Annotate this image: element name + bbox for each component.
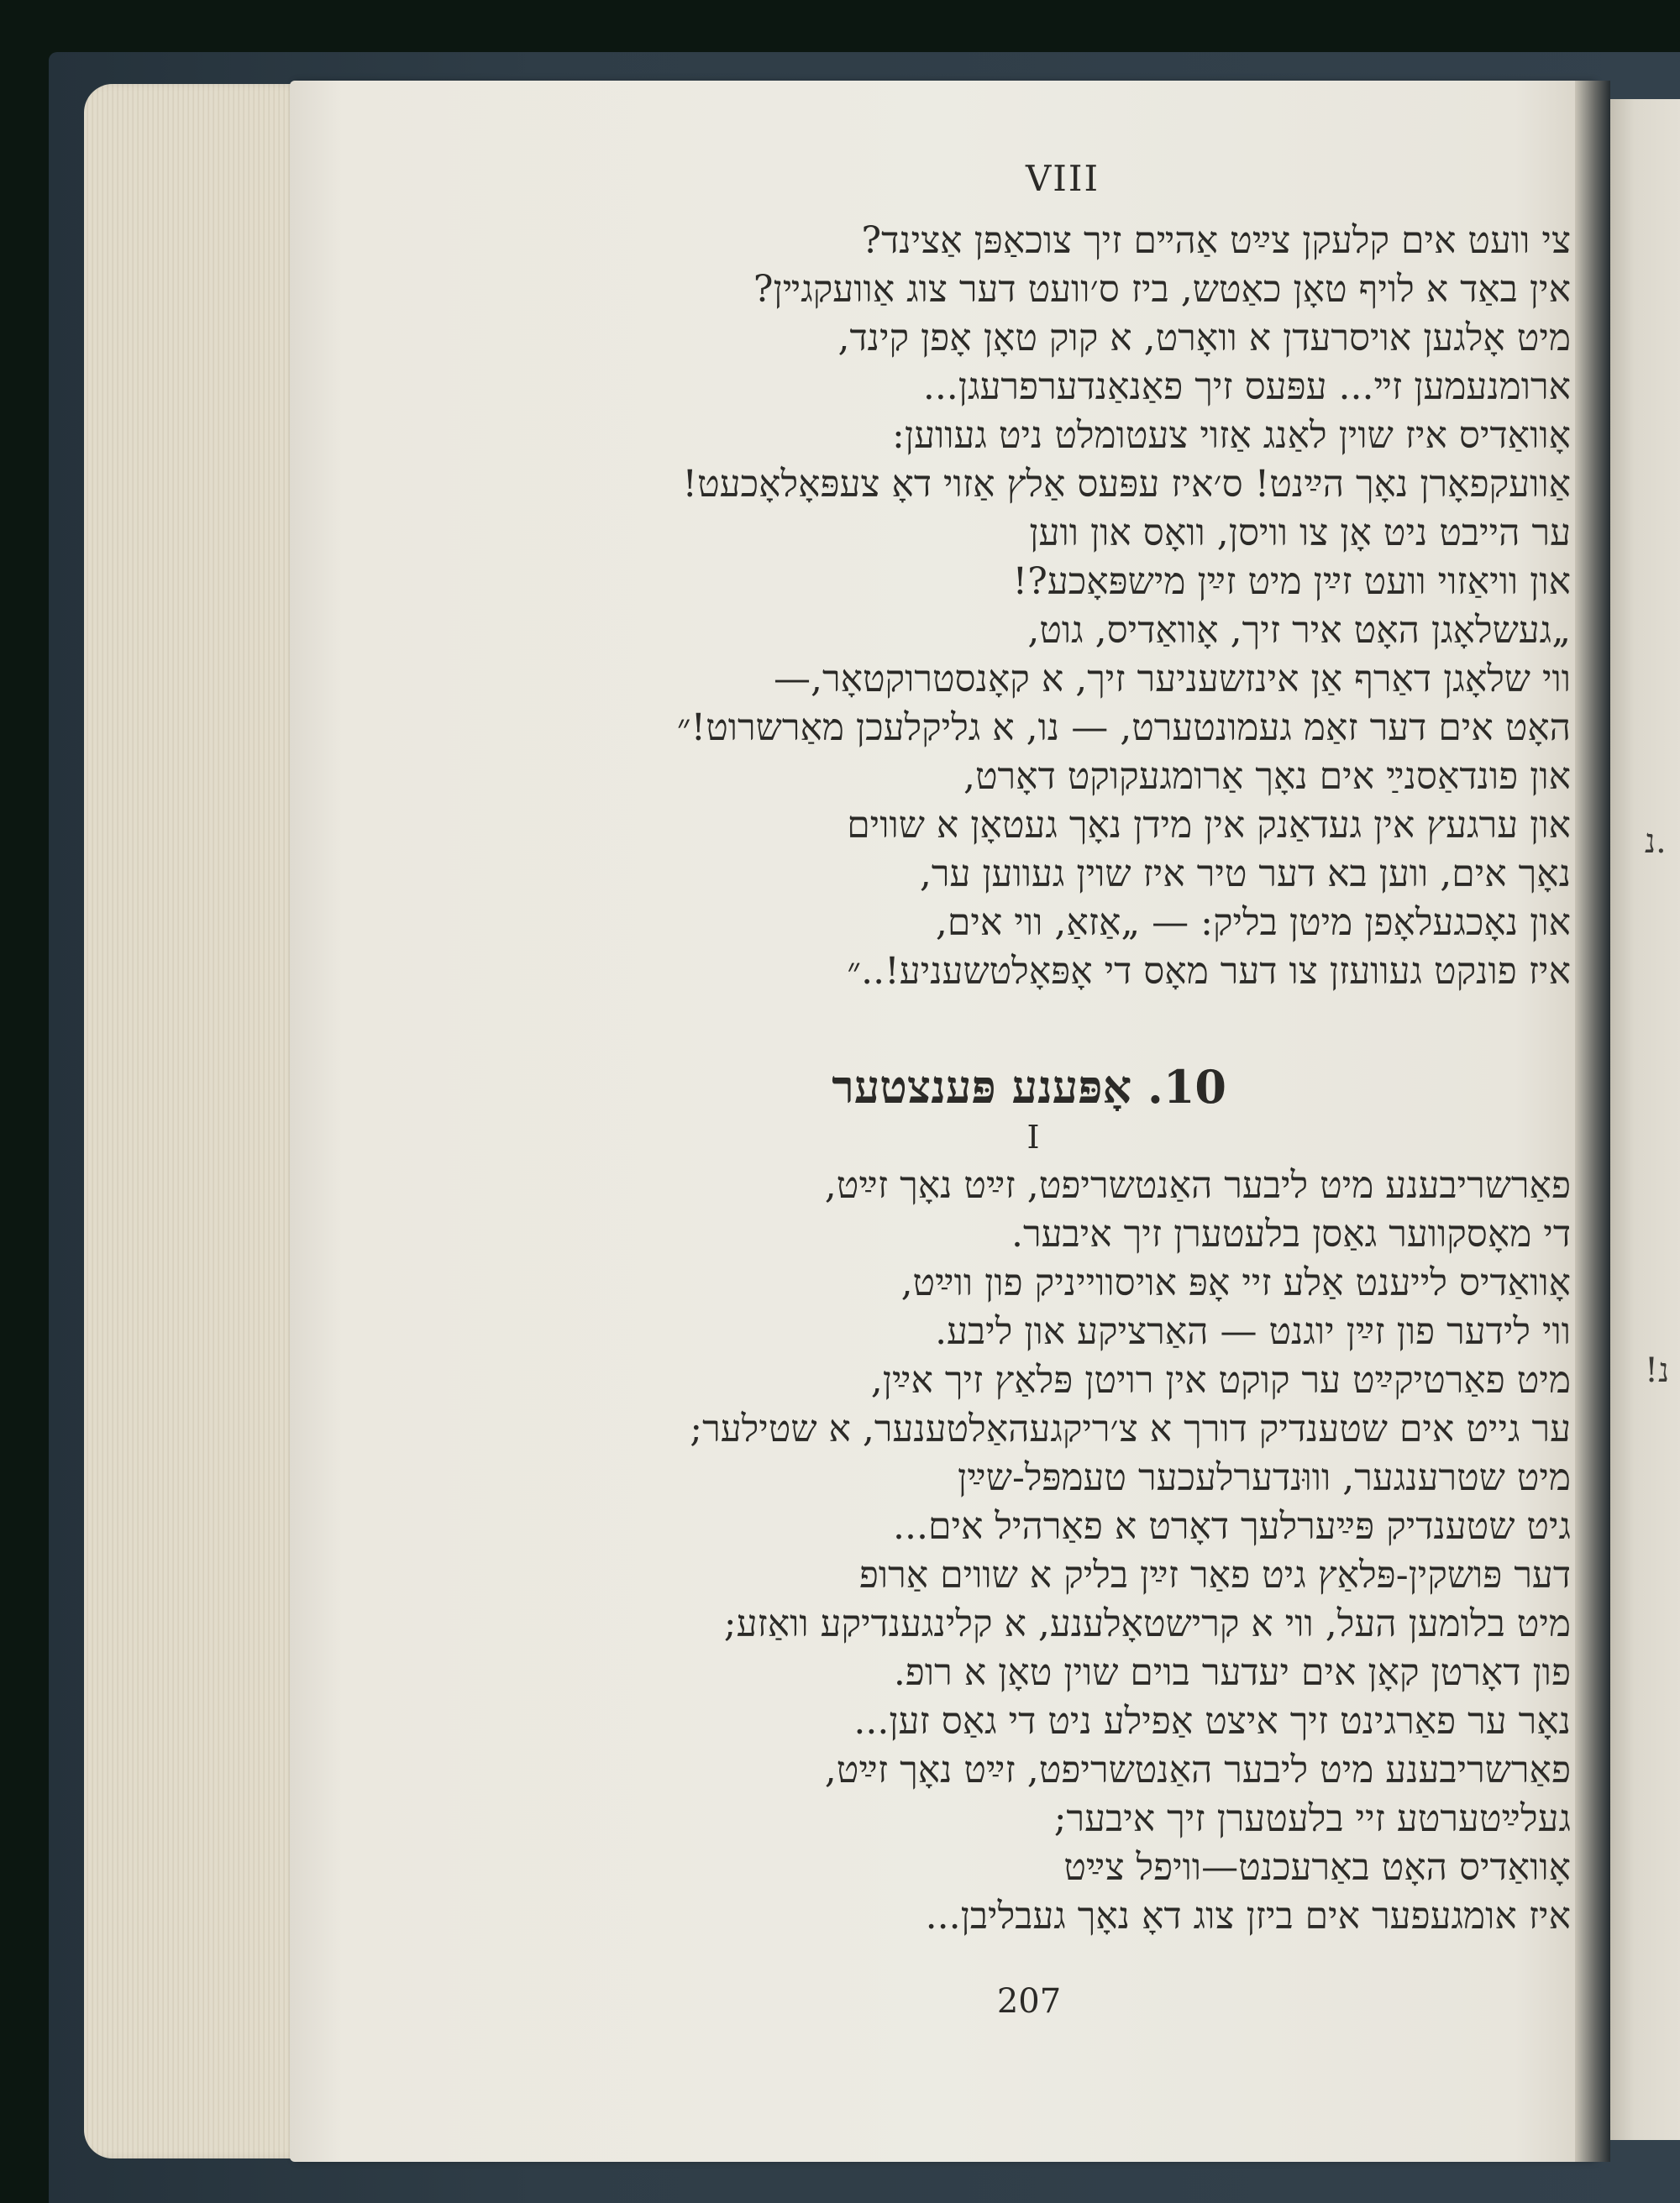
poem-line: ער גייט אים שטענדיק דורך א צ׳ריקגעהאַלטענער, א שטילער; — [690, 1408, 1571, 1450]
poem-line: גיט שטענדיק פּײַערלעך דאָרט א פאַרהיל אים... — [893, 1505, 1571, 1548]
stanza-two — [395, 1162, 1571, 1941]
poem-line: נאָר ער פאַרגינט זיך איצט אַפילע ניט די גאַס זען... — [853, 1700, 1571, 1743]
stanza-one — [395, 217, 1571, 996]
poem-line: פאַרשריבענע מיט ליבער האַנטשריפט, זײַט נאָך זײַט, — [824, 1749, 1571, 1791]
poem-line: מיט שטרענגער, וווּנדערלעכער טעמפּל-שײַן — [958, 1456, 1571, 1499]
section-title: 10. אָפּענע פּענצטער — [832, 1060, 1226, 1114]
facing-page — [1604, 99, 1680, 2140]
poem-line: ער הייבט ניט אָן צו וויסן, וואָס און ווען — [1029, 511, 1571, 554]
page-header: VIII — [1025, 158, 1100, 199]
page-edges — [84, 84, 311, 2158]
poem-line: אָוואַדיס לייענט אַלע זיי אָפּ אויסווייניק פון ווײַט, — [900, 1261, 1571, 1304]
poem-line: נאָך אים, ווען בא דער טיר איז שוין געווען ער, — [919, 852, 1571, 895]
poem-line: די מאָסקווער גאַסן בלעטערן זיך איבער. — [1011, 1213, 1571, 1256]
section-roman-numeral: I — [1026, 1119, 1040, 1156]
poem-line: ווי לידער פון זײַן יוגנט — האַרציקע און ליבע. — [935, 1310, 1571, 1353]
poem-line: אָוואַדיס איז שוין לאַנג אַזוי צעטומלט ניט געווען: — [892, 414, 1571, 457]
poem-line: ווי שלאָגן דאַרף אַן אינזשעניער זיך, א קאָנסטרוקטאָר,— — [773, 658, 1571, 700]
poem-line: און וויאַזוי וועט זײַן מיט זײַן מישפּאָכע?! — [1012, 560, 1571, 603]
poem-line: מיט בלומען העל, ווי א קרישטאָלענע, א קלינגענדיקע וואַזע; — [723, 1602, 1571, 1645]
poem-line: פאַרשריבענע מיט ליבער האַנטשריפט, זײַט נאָך זײַט, — [824, 1164, 1571, 1207]
poem-line: איז אומגעפער אים ביזן צוג דאָ נאָך געבליבן... — [925, 1895, 1571, 1938]
poem-line: מיט פאַרטיקײַט ער קוקט אין רויטן פּלאַץ זיך אײַן, — [870, 1359, 1571, 1402]
poem-line: „געשלאָגן האָט איר זיך, אָוואַדיס, גוט, — [1027, 609, 1571, 652]
page-number: 207 — [996, 1982, 1062, 2021]
poem-line: איז פונקט געוועזן צו דער מאָס די אָפּאָלטשעניע!..״ — [847, 950, 1571, 993]
poem-line: און נאָכגעלאָפן מיטן בליק: — „אַזאַ, ווי אים, — [935, 901, 1571, 944]
poem-line: מיט אָלגען אויסרעדן א וואָרט, א קוק טאָן אָפן קינד, — [837, 317, 1571, 359]
poem-line: געלײַטערטע זיי בלעטערן זיך איבער; — [1053, 1797, 1571, 1840]
poem-line: האָט אים דער זאַמ געמונטערט, — נו, א גליקלעכן מאַרשרוט!״ — [676, 706, 1571, 749]
facing-page-mark: נ. — [1645, 822, 1667, 861]
gutter-shadow — [1575, 81, 1610, 2162]
poem-line: און ערגעץ אין געדאַנק אין מידן נאָך געטאָן א שווים — [847, 804, 1571, 847]
facing-page-mark: !נ — [1645, 1351, 1670, 1390]
poem-line: אַוועקפאָרן נאָך הײַנט! ס׳איז עפּעס אַלץ אַזוי דאָ צעפּאָלאָכעט! — [682, 463, 1571, 506]
poem-line: אָוואַדיס האָט באַרעכנט—וויפל צײַט — [1063, 1846, 1571, 1889]
poem-line: פון דאָרטן קאָן אים יעדער בוים שוין טאָן א רופ. — [893, 1651, 1571, 1694]
poem-line: צי וועט אים קלעקן צײַט אַהײם זיך צוכאַפּן אַצינד? — [861, 219, 1571, 262]
poem-line: און פונדאַסנײַ אים נאָך אַרומגעקוקט דאָרט, — [963, 755, 1571, 798]
poem-line: אין באַד א לויף טאָן כאַטש, ביז ס׳וועט דער צוג אַוועקגײן? — [753, 268, 1571, 311]
poem-line: ארומנעמען זײ... עפּעס זיך פאַנאַנדערפרעגן... — [922, 365, 1571, 408]
poem-line: דער פּושקין-פּלאַץ גיט פאַר זײַן בליק א שווים אַרופ — [858, 1554, 1571, 1597]
